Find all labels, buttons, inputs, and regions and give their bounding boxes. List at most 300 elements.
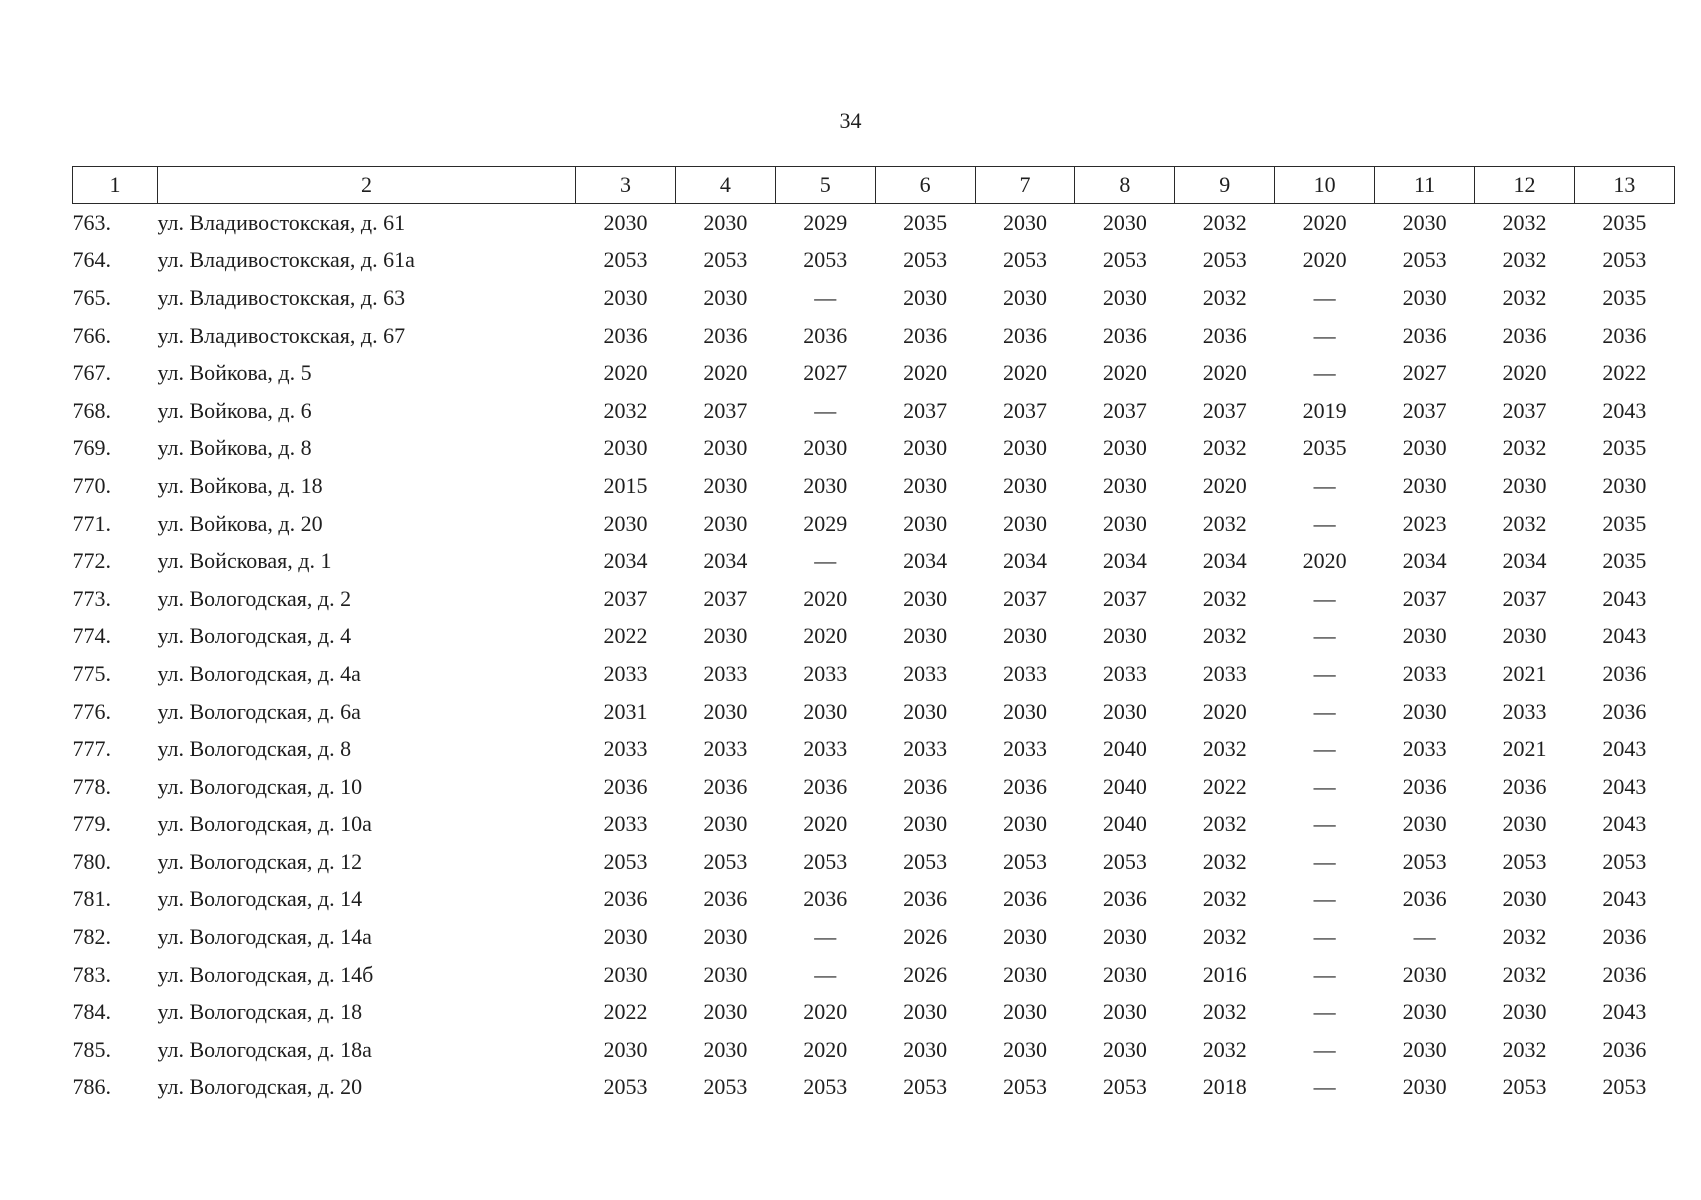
- year-cell: 2032: [1202, 1036, 1247, 1062]
- year-cell: 2036: [1602, 660, 1647, 686]
- year-cell: 2036: [1602, 924, 1647, 950]
- year-cell: 2030: [903, 1036, 948, 1062]
- year-cell: 2032: [1202, 435, 1247, 461]
- row-number: 765.: [72, 284, 111, 310]
- row-number: 776.: [72, 698, 111, 724]
- year-cell: 2030: [803, 472, 848, 498]
- year-cell: 2016: [1202, 961, 1247, 987]
- address-cell: ул. Вологодская, д. 14: [157, 886, 363, 912]
- year-cell: 2036: [603, 886, 648, 912]
- column-header: 12: [1475, 167, 1575, 204]
- year-cell: 2053: [1602, 1074, 1647, 1100]
- table-row: [73, 505, 1675, 543]
- year-cell: 2053: [703, 848, 748, 874]
- page-number: 34: [839, 108, 862, 133]
- row-number: 768.: [72, 397, 111, 423]
- year-cell: 2036: [603, 322, 648, 348]
- year-cell: 2030: [1102, 435, 1147, 461]
- column-header: 5: [775, 167, 875, 204]
- year-cell: 2036: [1102, 322, 1147, 348]
- year-cell: 2030: [703, 961, 748, 987]
- year-cell: 2036: [703, 322, 748, 348]
- year-cell: 2035: [903, 209, 948, 235]
- year-cell: 2030: [1102, 1036, 1147, 1062]
- year-cell: 2034: [1102, 548, 1147, 574]
- year-cell: 2030: [1003, 961, 1047, 987]
- year-cell: 2043: [1602, 585, 1647, 611]
- year-cell: 2029: [803, 209, 848, 235]
- year-cell: 2034: [603, 548, 648, 574]
- column-header: 6: [875, 167, 975, 204]
- column-header: 11: [1375, 167, 1475, 204]
- year-cell: —: [1313, 1036, 1336, 1062]
- address-cell: ул. Войкова, д. 20: [157, 510, 323, 536]
- header-row: [73, 167, 1675, 204]
- year-cell: 2053: [803, 1074, 848, 1100]
- year-cell: 2030: [903, 585, 948, 611]
- year-cell: 2032: [1502, 435, 1547, 461]
- row-number: 783.: [72, 961, 111, 987]
- year-cell: 2053: [803, 247, 848, 273]
- table-row: [73, 956, 1675, 994]
- year-cell: 2043: [1602, 999, 1647, 1025]
- year-cell: 2036: [703, 886, 748, 912]
- year-cell: 2037: [1502, 585, 1547, 611]
- year-cell: 2043: [1602, 397, 1647, 423]
- year-cell: 2030: [1102, 510, 1147, 536]
- table-row: [73, 843, 1675, 881]
- year-cell: 2037: [1003, 585, 1047, 611]
- year-cell: 2036: [903, 886, 948, 912]
- year-cell: 2020: [1102, 360, 1147, 386]
- year-cell: —: [814, 548, 837, 574]
- year-cell: 2030: [1003, 209, 1047, 235]
- year-cell: 2034: [1003, 548, 1047, 574]
- year-cell: —: [1313, 623, 1336, 649]
- year-cell: 2037: [1502, 397, 1547, 423]
- year-cell: 2033: [803, 660, 848, 686]
- year-cell: 2032: [1202, 736, 1247, 762]
- year-cell: 2036: [1003, 322, 1047, 348]
- year-cell: —: [1313, 360, 1336, 386]
- year-cell: 2035: [1602, 548, 1647, 574]
- year-cell: —: [1313, 1074, 1336, 1100]
- address-cell: ул. Вологодская, д. 4: [157, 623, 352, 649]
- year-cell: 2020: [803, 999, 848, 1025]
- row-number: 763.: [72, 209, 111, 235]
- year-cell: 2030: [1502, 886, 1547, 912]
- year-cell: 2040: [1102, 811, 1147, 837]
- year-cell: 2034: [903, 548, 948, 574]
- year-cell: 2030: [1502, 999, 1547, 1025]
- table-row: [73, 693, 1675, 731]
- year-cell: 2030: [703, 623, 748, 649]
- year-cell: 2043: [1602, 773, 1647, 799]
- year-cell: 2036: [1402, 886, 1447, 912]
- year-cell: 2032: [603, 397, 648, 423]
- year-cell: 2034: [703, 548, 748, 574]
- year-cell: 2030: [1102, 284, 1147, 310]
- table-row: [73, 354, 1675, 392]
- year-cell: 2032: [1202, 585, 1247, 611]
- year-cell: —: [1313, 510, 1336, 536]
- year-cell: 2033: [703, 736, 748, 762]
- year-cell: 2037: [1202, 397, 1247, 423]
- year-cell: —: [1313, 736, 1336, 762]
- year-cell: 2030: [1402, 209, 1447, 235]
- address-cell: ул. Вологодская, д. 10: [157, 773, 363, 799]
- year-cell: 2030: [903, 811, 948, 837]
- row-number: 784.: [72, 999, 111, 1025]
- year-cell: 2030: [903, 510, 948, 536]
- year-cell: 2030: [1402, 284, 1447, 310]
- year-cell: —: [1313, 472, 1336, 498]
- year-cell: 2053: [903, 848, 948, 874]
- year-cell: —: [814, 284, 837, 310]
- year-cell: 2036: [603, 773, 648, 799]
- year-cell: 2030: [703, 698, 748, 724]
- year-cell: 2030: [1003, 999, 1047, 1025]
- year-cell: 2030: [1502, 623, 1547, 649]
- year-cell: 2036: [803, 886, 848, 912]
- address-cell: ул. Вологодская, д. 20: [157, 1074, 363, 1100]
- year-cell: 2019: [1302, 397, 1347, 423]
- address-cell: ул. Вологодская, д. 2: [157, 585, 352, 611]
- year-cell: 2033: [1402, 660, 1447, 686]
- table-row: [73, 618, 1675, 656]
- table-row: [73, 467, 1675, 505]
- year-cell: 2023: [1402, 510, 1447, 536]
- year-cell: 2020: [803, 1036, 848, 1062]
- year-cell: 2053: [1003, 848, 1047, 874]
- year-cell: 2035: [1602, 510, 1647, 536]
- year-cell: 2035: [1602, 209, 1647, 235]
- year-cell: 2037: [1102, 397, 1147, 423]
- year-cell: 2030: [703, 435, 748, 461]
- address-cell: ул. Вологодская, д. 18а: [157, 1036, 372, 1062]
- year-cell: 2022: [1202, 773, 1247, 799]
- year-cell: 2037: [703, 397, 748, 423]
- year-cell: 2036: [903, 773, 948, 799]
- address-cell: ул. Вологодская, д. 14б: [157, 961, 374, 987]
- year-cell: 2053: [903, 247, 948, 273]
- table-row: [73, 1031, 1675, 1069]
- year-cell: 2020: [1502, 360, 1547, 386]
- year-cell: 2036: [1003, 773, 1047, 799]
- row-number: 786.: [72, 1074, 111, 1100]
- year-cell: —: [1313, 848, 1336, 874]
- address-cell: ул. Владивостокская, д. 67: [157, 322, 406, 348]
- year-cell: 2030: [1003, 435, 1047, 461]
- year-cell: —: [1313, 773, 1336, 799]
- year-cell: 2053: [603, 848, 648, 874]
- year-cell: 2030: [1102, 961, 1147, 987]
- year-cell: 2030: [803, 435, 848, 461]
- year-cell: 2030: [1402, 435, 1447, 461]
- table-row: [73, 655, 1675, 693]
- year-cell: 2053: [1502, 848, 1547, 874]
- year-cell: 2020: [1202, 698, 1247, 724]
- row-number: 779.: [72, 811, 111, 837]
- year-cell: 2037: [1402, 585, 1447, 611]
- year-cell: 2043: [1602, 811, 1647, 837]
- year-cell: —: [1313, 811, 1336, 837]
- year-cell: 2053: [603, 247, 648, 273]
- year-cell: 2034: [1502, 548, 1547, 574]
- row-number: 774.: [72, 623, 111, 649]
- year-cell: 2034: [1202, 548, 1247, 574]
- year-cell: 2020: [1302, 209, 1347, 235]
- year-cell: 2037: [703, 585, 748, 611]
- year-cell: 2030: [803, 698, 848, 724]
- year-cell: 2030: [603, 435, 648, 461]
- year-cell: 2021: [1502, 660, 1547, 686]
- year-cell: 2053: [803, 848, 848, 874]
- year-cell: 2033: [1402, 736, 1447, 762]
- year-cell: —: [1313, 322, 1336, 348]
- address-cell: ул. Вологодская, д. 10а: [157, 811, 372, 837]
- schedule-table: [72, 166, 1675, 1106]
- year-cell: 2053: [1003, 1074, 1047, 1100]
- year-cell: 2030: [1003, 623, 1047, 649]
- year-cell: 2015: [603, 472, 648, 498]
- year-cell: —: [1313, 698, 1336, 724]
- year-cell: 2022: [603, 623, 648, 649]
- year-cell: 2033: [603, 736, 648, 762]
- address-cell: ул. Вологодская, д. 14а: [157, 924, 372, 950]
- year-cell: 2026: [903, 961, 948, 987]
- year-cell: 2037: [1003, 397, 1047, 423]
- table-body: [73, 204, 1675, 1107]
- year-cell: 2033: [603, 811, 648, 837]
- year-cell: 2030: [703, 510, 748, 536]
- year-cell: 2036: [1602, 961, 1647, 987]
- year-cell: 2036: [1402, 773, 1447, 799]
- year-cell: 2036: [1003, 886, 1047, 912]
- year-cell: 2030: [1402, 811, 1447, 837]
- year-cell: 2030: [1003, 284, 1047, 310]
- year-cell: —: [1313, 999, 1336, 1025]
- year-cell: 2036: [1502, 322, 1547, 348]
- year-cell: 2036: [803, 322, 848, 348]
- year-cell: 2020: [803, 585, 848, 611]
- row-number: 775.: [72, 660, 111, 686]
- table-row: [73, 542, 1675, 580]
- column-header: 8: [1075, 167, 1175, 204]
- year-cell: 2053: [603, 1074, 648, 1100]
- year-cell: 2043: [1602, 623, 1647, 649]
- year-cell: 2040: [1102, 773, 1147, 799]
- year-cell: 2033: [1102, 660, 1147, 686]
- table-row: [73, 392, 1675, 430]
- year-cell: 2033: [1003, 736, 1047, 762]
- year-cell: 2030: [703, 472, 748, 498]
- year-cell: 2036: [1402, 322, 1447, 348]
- address-cell: ул. Вологодская, д. 4а: [157, 660, 361, 686]
- year-cell: 2036: [1102, 886, 1147, 912]
- year-cell: 2026: [903, 924, 948, 950]
- row-number: 785.: [72, 1036, 111, 1062]
- year-cell: 2030: [1402, 472, 1447, 498]
- year-cell: 2032: [1202, 811, 1247, 837]
- column-header: 13: [1574, 167, 1674, 204]
- year-cell: 2020: [1003, 360, 1047, 386]
- year-cell: 2040: [1102, 736, 1147, 762]
- year-cell: 2022: [1602, 360, 1647, 386]
- year-cell: 2021: [1502, 736, 1547, 762]
- year-cell: 2020: [903, 360, 948, 386]
- year-cell: 2030: [703, 1036, 748, 1062]
- year-cell: 2053: [703, 247, 748, 273]
- year-cell: 2053: [903, 1074, 948, 1100]
- year-cell: 2053: [1602, 848, 1647, 874]
- year-cell: 2036: [803, 773, 848, 799]
- year-cell: 2027: [1402, 360, 1447, 386]
- year-cell: 2030: [1402, 1074, 1447, 1100]
- year-cell: 2030: [703, 999, 748, 1025]
- year-cell: 2033: [603, 660, 648, 686]
- table-row: [73, 918, 1675, 956]
- year-cell: 2053: [1102, 1074, 1147, 1100]
- year-cell: 2030: [603, 284, 648, 310]
- table-row: [73, 768, 1675, 806]
- year-cell: 2030: [703, 209, 748, 235]
- year-cell: 2037: [603, 585, 648, 611]
- year-cell: 2043: [1602, 736, 1647, 762]
- year-cell: 2030: [603, 209, 648, 235]
- year-cell: 2030: [1003, 811, 1047, 837]
- year-cell: 2030: [903, 284, 948, 310]
- year-cell: —: [1313, 924, 1336, 950]
- year-cell: 2020: [1202, 472, 1247, 498]
- year-cell: 2053: [1102, 247, 1147, 273]
- year-cell: 2036: [1202, 322, 1247, 348]
- year-cell: 2020: [1202, 360, 1247, 386]
- year-cell: 2036: [1602, 1036, 1647, 1062]
- year-cell: 2020: [703, 360, 748, 386]
- year-cell: —: [1313, 660, 1336, 686]
- address-cell: ул. Войкова, д. 5: [157, 360, 312, 386]
- year-cell: 2030: [703, 924, 748, 950]
- year-cell: 2037: [1102, 585, 1147, 611]
- year-cell: 2035: [1302, 435, 1347, 461]
- year-cell: 2030: [603, 1036, 648, 1062]
- year-cell: 2020: [603, 360, 648, 386]
- year-cell: 2030: [1102, 698, 1147, 724]
- table-row: [73, 317, 1675, 355]
- year-cell: 2033: [903, 736, 948, 762]
- year-cell: —: [1413, 924, 1436, 950]
- year-cell: 2030: [703, 811, 748, 837]
- row-number: 766.: [72, 322, 111, 348]
- year-cell: 2030: [903, 472, 948, 498]
- row-number: 781.: [72, 886, 111, 912]
- table-row: [73, 881, 1675, 919]
- table-row: [73, 430, 1675, 468]
- year-cell: 2030: [1003, 924, 1047, 950]
- year-cell: 2033: [803, 736, 848, 762]
- address-cell: ул. Войкова, д. 8: [157, 435, 312, 461]
- year-cell: —: [814, 961, 837, 987]
- row-number: 764.: [72, 247, 111, 273]
- year-cell: 2032: [1502, 247, 1547, 273]
- table-row: [73, 279, 1675, 317]
- year-cell: 2053: [1202, 247, 1247, 273]
- year-cell: 2037: [1402, 397, 1447, 423]
- year-cell: 2030: [903, 435, 948, 461]
- year-cell: 2053: [1402, 247, 1447, 273]
- year-cell: 2030: [603, 961, 648, 987]
- year-cell: 2053: [1003, 247, 1047, 273]
- year-cell: 2030: [603, 510, 648, 536]
- year-cell: 2032: [1502, 510, 1547, 536]
- address-cell: ул. Владивостокская, д. 63: [157, 284, 406, 310]
- address-cell: ул. Вологодская, д. 8: [157, 736, 352, 762]
- year-cell: 2053: [1402, 848, 1447, 874]
- year-cell: —: [1313, 961, 1336, 987]
- row-number: 769.: [72, 435, 111, 461]
- year-cell: 2030: [1102, 623, 1147, 649]
- year-cell: 2033: [1502, 698, 1547, 724]
- year-cell: 2032: [1502, 1036, 1547, 1062]
- year-cell: 2032: [1502, 209, 1547, 235]
- year-cell: 2030: [903, 999, 948, 1025]
- year-cell: 2053: [703, 1074, 748, 1100]
- table-row: [73, 204, 1675, 242]
- year-cell: 2030: [1402, 1036, 1447, 1062]
- table-row: [73, 580, 1675, 618]
- row-number: 782.: [72, 924, 111, 950]
- year-cell: 2034: [1402, 548, 1447, 574]
- year-cell: 2030: [1102, 999, 1147, 1025]
- address-cell: ул. Вологодская, д. 12: [157, 848, 363, 874]
- year-cell: 2030: [1402, 698, 1447, 724]
- address-cell: ул. Войкова, д. 6: [157, 397, 312, 423]
- row-number: 773.: [72, 585, 111, 611]
- year-cell: —: [1313, 585, 1336, 611]
- address-cell: ул. Владивостокская, д. 61а: [157, 247, 415, 273]
- year-cell: 2030: [603, 924, 648, 950]
- year-cell: —: [814, 397, 837, 423]
- address-cell: ул. Вологодская, д. 18: [157, 999, 363, 1025]
- year-cell: 2032: [1202, 924, 1247, 950]
- column-header: 9: [1175, 167, 1275, 204]
- year-cell: 2020: [1302, 247, 1347, 273]
- year-cell: 2043: [1602, 886, 1647, 912]
- year-cell: 2030: [1003, 472, 1047, 498]
- year-cell: 2030: [1502, 811, 1547, 837]
- address-cell: ул. Войкова, д. 18: [157, 472, 323, 498]
- column-header: 1: [73, 167, 158, 204]
- year-cell: 2027: [803, 360, 848, 386]
- year-cell: 2030: [1003, 510, 1047, 536]
- year-cell: 2032: [1202, 886, 1247, 912]
- year-cell: 2022: [603, 999, 648, 1025]
- year-cell: 2030: [1402, 623, 1447, 649]
- year-cell: 2030: [1402, 999, 1447, 1025]
- year-cell: 2030: [903, 623, 948, 649]
- year-cell: 2032: [1202, 999, 1247, 1025]
- table-row: [73, 730, 1675, 768]
- year-cell: 2035: [1602, 284, 1647, 310]
- column-header: 10: [1275, 167, 1375, 204]
- year-cell: 2032: [1202, 510, 1247, 536]
- year-cell: 2036: [1602, 322, 1647, 348]
- row-number: 767.: [72, 360, 111, 386]
- year-cell: 2031: [603, 698, 648, 724]
- year-cell: 2018: [1202, 1074, 1247, 1100]
- row-number: 777.: [72, 736, 111, 762]
